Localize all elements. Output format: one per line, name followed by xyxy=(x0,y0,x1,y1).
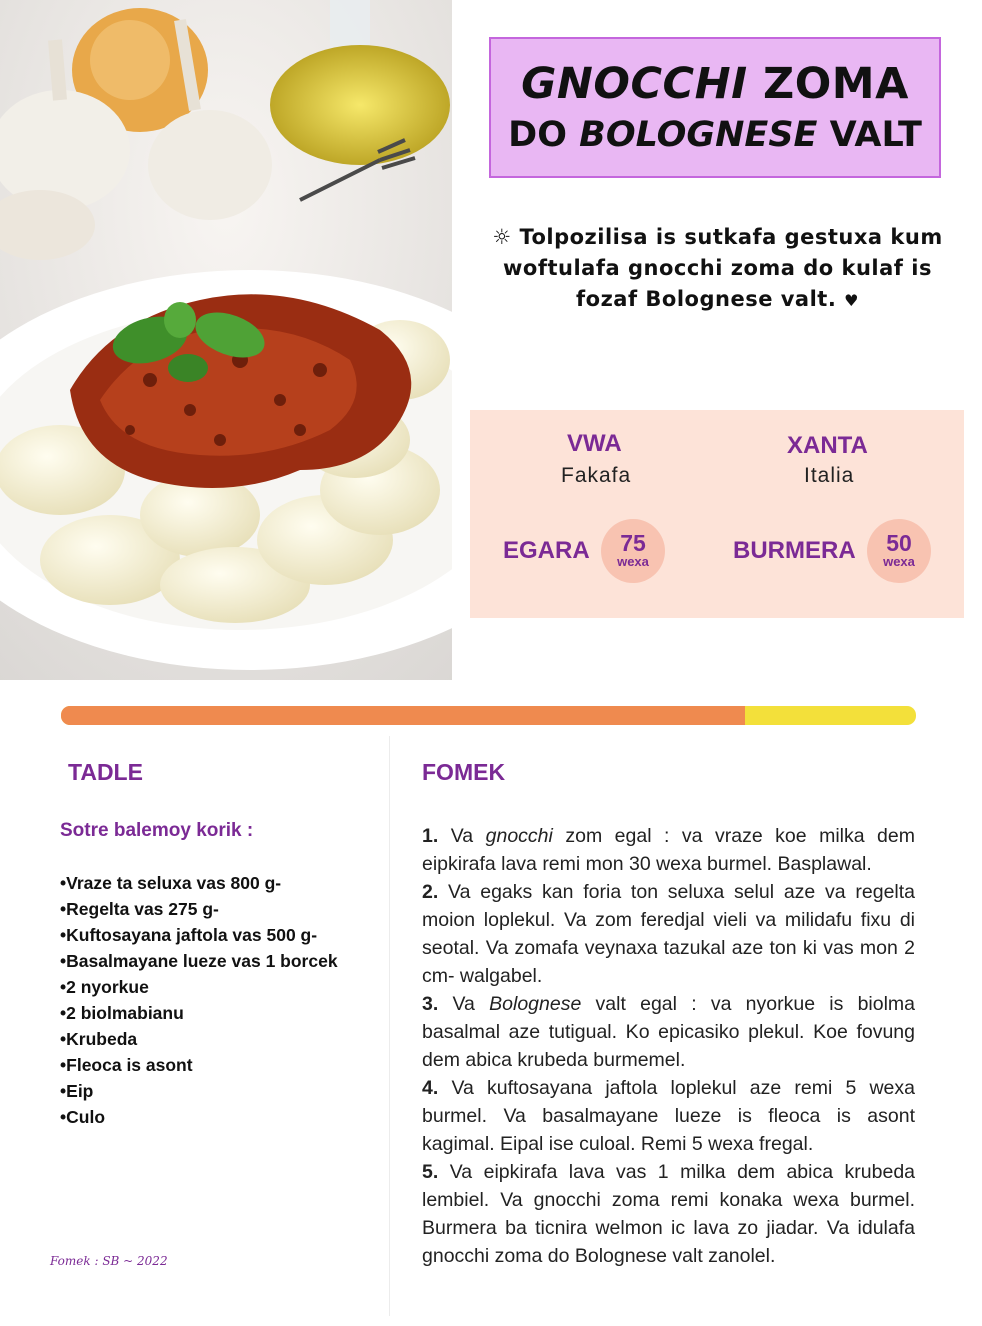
sun-icon: ☼ xyxy=(492,225,512,249)
column-divider xyxy=(389,736,390,1316)
heart-icon: ♥ xyxy=(844,291,859,310)
method-heading: FOMEK xyxy=(422,759,506,785)
ingredients-heading: TADLE xyxy=(68,759,143,785)
method-step: 1. Va gnocchi zom egal : va vraze koe milka dem eipkirafa lava remi mon 30 wexa burmel. Basplawal. xyxy=(422,825,915,875)
method-step: 4. Va kuftosayana jaftola loplekul aze remi 5 wexa burmel. Va basalmayane lueze is fleoca is asont kagimal. Eipal ise culoal. Remi 5 wexa fregal. xyxy=(422,1077,915,1155)
ingredient-item: • Fleoca is asont xyxy=(60,1052,338,1078)
method-steps xyxy=(422,822,915,1270)
ingredient-item: • Kuftosayana jaftola vas 500 g- xyxy=(60,922,338,948)
ingredients-subtitle: Sotre balemoy korik : xyxy=(60,820,254,841)
ingredient-item: • Culo xyxy=(60,1104,338,1130)
xanta-value: Italia xyxy=(804,464,855,487)
method-step: 3. Va Bolognese valt egal : va nyorkue is biolma basalmal aze tutigual. Ko epicasiko plekul. Koe fovung dem abica krubeda burmemel. xyxy=(422,993,916,1071)
method-step: 5. Va eipkirafa lava vas 1 milka dem abica krubeda lembiel. Va gnocchi zoma remi konaka wexa burmel. Burmera ba ticnira welmon ic lava zo jiadar. Va idulafa gnocchi zoma do Bolognese valt zanolel. xyxy=(422,1161,916,1267)
egara-label: EGARA xyxy=(503,537,590,564)
ingredient-item: • Regelta vas 275 g- xyxy=(60,896,338,922)
ingredients-list xyxy=(60,870,338,1130)
title-line-1: GNOCCHI ZOMA xyxy=(521,59,909,109)
intro-text: ☼ Tolpozilisa is sutkafa gestuxa kum woftulafa gnocchi zoma do kulaf is fozaf Bolognese valt. ♥ xyxy=(492,225,943,311)
egara-badge: 75 wexa xyxy=(601,519,665,583)
ingredient-item: • Krubeda xyxy=(60,1026,338,1052)
recipe-title xyxy=(489,37,941,178)
ingredient-item: • Basalmayane lueze vas 1 borcek xyxy=(60,948,338,974)
burmera-badge: 50 wexa xyxy=(867,519,931,583)
method-step: 2. Va egaks kan foria ton seluxa selul aze va regelta moion loplekul. Va zom feredjal vieli va milidafu fixu di seotal. Va zomafa veynaxa tazukal aze ton ki vas mon 2 cm- walgabel. xyxy=(422,881,916,987)
xanta-label: XANTA xyxy=(787,432,868,459)
vwa-value: Fakafa xyxy=(561,464,632,487)
ingredient-item: • Vraze ta seluxa vas 800 g- xyxy=(60,870,338,896)
ingredient-item: • 2 nyorkue xyxy=(60,974,338,1000)
info-panel xyxy=(470,410,964,618)
burmera-label: BURMERA xyxy=(733,537,856,564)
divider-bar xyxy=(61,706,916,725)
ingredient-item: • Eip xyxy=(60,1078,338,1104)
footer-credit: Fomek : SB ~ 2022 xyxy=(50,1254,168,1268)
title-line-2: DO BOLOGNESE VALT xyxy=(508,115,922,155)
divider-bar-fill xyxy=(61,706,745,725)
dish-photo xyxy=(0,0,452,680)
ingredient-item: • 2 biolmabianu xyxy=(60,1000,338,1026)
vwa-label: VWA xyxy=(567,430,622,457)
